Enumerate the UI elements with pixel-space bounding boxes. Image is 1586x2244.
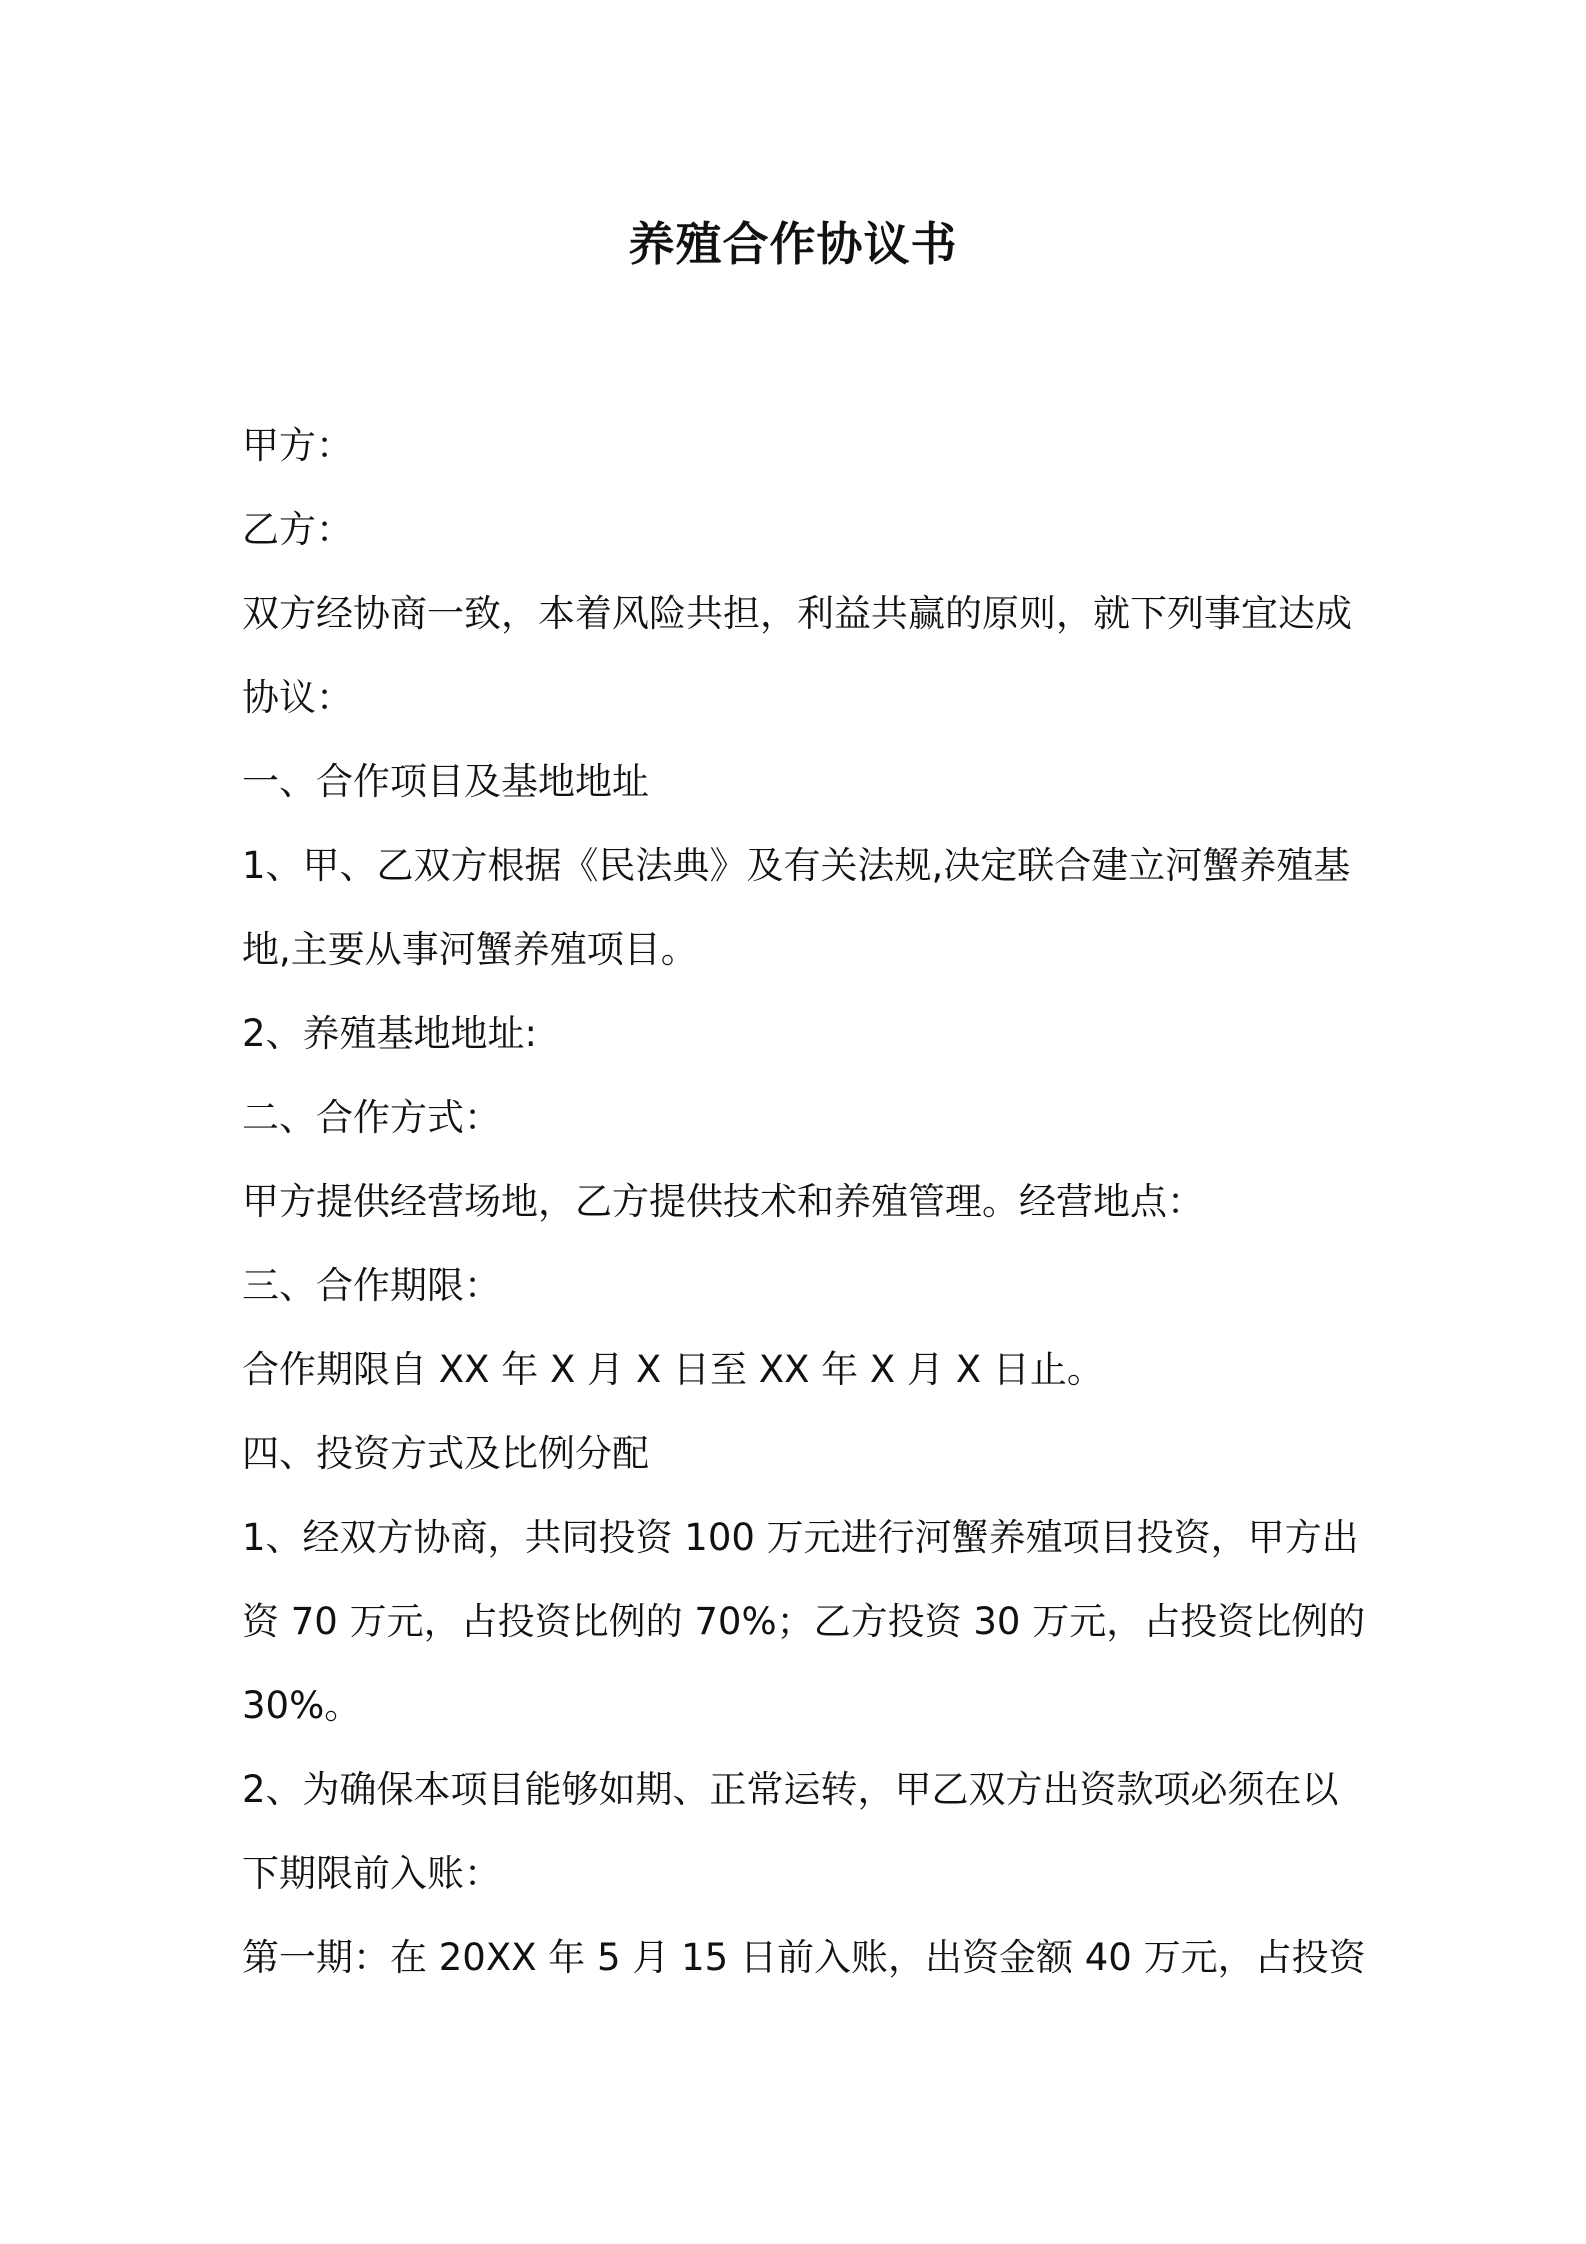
document-body [242, 404, 1366, 2000]
clause-line: 第一期：在 20XX 年 5 月 15 日前入账，出资金额 40 万元，占投资 [242, 1936, 1366, 1979]
clause-line: 2、养殖基地地址: [242, 1012, 538, 1055]
party-a-line: 甲方： [242, 424, 353, 467]
clause-line: 合作期限自 XX 年 X 月 X 日至 XX 年 X 月 X 日止。 [242, 1348, 1104, 1391]
preamble-line-1: 双方经协商一致，本着风险共担，利益共赢的原则，就下列事宜达成 [242, 592, 1352, 635]
clause-line: 甲方提供经营场地，乙方提供技术和养殖管理。经营地点： [242, 1180, 1204, 1223]
section-heading-1: 一、合作项目及基地地址 [242, 760, 649, 803]
party-b-line: 乙方： [242, 508, 353, 551]
section-heading-2: 二、合作方式： [242, 1096, 501, 1139]
clause-line: 地,主要从事河蟹养殖项目。 [242, 928, 698, 971]
clause-line: 资 70 万元，占投资比例的 70%；乙方投资 30 万元，占投资比例的 [242, 1600, 1366, 1643]
clause-line: 2、为确保本项目能够如期、正常运转，甲乙双方出资款项必须在以 [242, 1768, 1339, 1811]
clause-line: 1、甲、乙双方根据《民法典》及有关法规,决定联合建立河蟹养殖基 [242, 844, 1351, 887]
clause-line: 下期限前入账： [242, 1852, 501, 1895]
preamble-line-2: 协议： [242, 676, 353, 719]
document-title: 养殖合作协议书 [628, 217, 958, 271]
clause-line: 1、经双方协商，共同投资 100 万元进行河蟹养殖项目投资，甲方出 [242, 1516, 1359, 1559]
section-heading-3: 三、合作期限： [242, 1264, 501, 1307]
clause-line: 30%。 [242, 1684, 362, 1727]
section-heading-4: 四、投资方式及比例分配 [242, 1432, 649, 1475]
